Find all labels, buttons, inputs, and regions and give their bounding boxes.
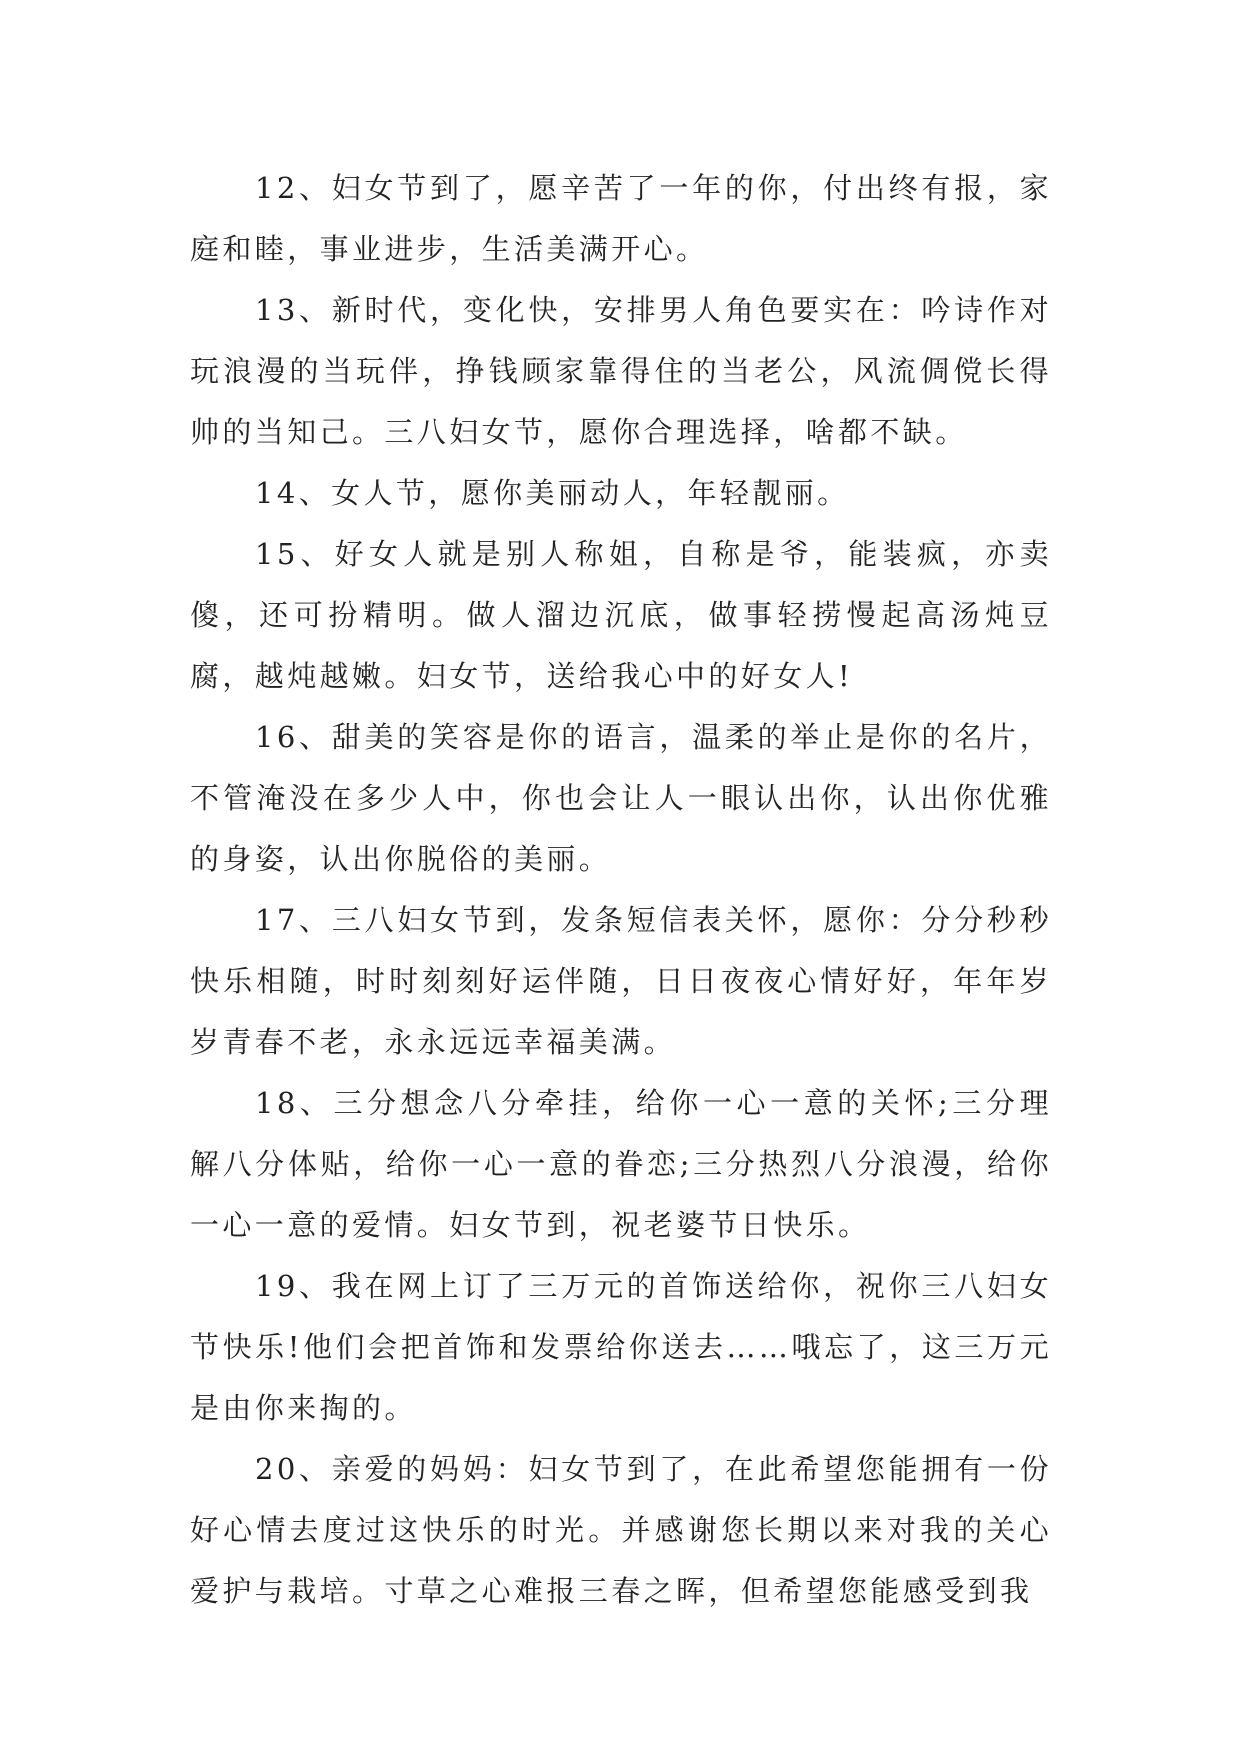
paragraph-18: 18、三分想念八分牵挂，给你一心一意的关怀;三分理解八分体贴，给你一心一意的眷恋;三分热烈八分浪漫，给你一心一意的爱情。妇女节到，祝老婆节日快乐。 [190, 1086, 1052, 1242]
paragraph-19: 19、我在网上订了三万元的首饰送给你，祝你三八妇女节快乐!他们会把首饰和发票给你送去……哦忘了，这三万元是由你来掏的。 [190, 1269, 1052, 1425]
paragraph-16: 16、甜美的笑容是你的语言，温柔的举止是你的名片，不管淹没在多少人中，你也会让人一眼认出你，认出你优雅的身姿，认出你脱俗的美丽。 [190, 720, 1052, 876]
paragraph-17: 17、三八妇女节到，发条短信表关怀，愿你：分分秒秒快乐相随，时时刻刻好运伴随，日日夜夜心情好好，年年岁岁青春不老，永永远远幸福美满。 [190, 903, 1052, 1059]
paragraph-14: 14、女人节，愿你美丽动人，年轻靓丽。 [255, 476, 850, 510]
paragraph-13: 13、新时代，变化快，安排男人角色要实在：吟诗作对玩浪漫的当玩伴，挣钱顾家靠得住的当老公，风流倜傥长得帅的当知己。三八妇女节，愿你合理选择，啥都不缺。 [190, 293, 1052, 449]
paragraph-20: 20、亲爱的妈妈：妇女节到了，在此希望您能拥有一份好心情去度过这快乐的时光。并感谢您长期以来对我的关心爱护与栽培。寸草之心难报三春之晖，但希望您能感受到我 [190, 1452, 1052, 1608]
document-body [190, 158, 1052, 1622]
paragraph-15: 15、好女人就是别人称姐，自称是爷，能装疯，亦卖傻，还可扮精明。做人溜边沉底，做事轻捞慢起高汤炖豆腐，越炖越嫩。妇女节，送给我心中的好女人! [190, 537, 1052, 693]
paragraph-12: 12、妇女节到了，愿辛苦了一年的你，付出终有报，家庭和睦，事业进步，生活美满开心。 [190, 171, 1052, 266]
